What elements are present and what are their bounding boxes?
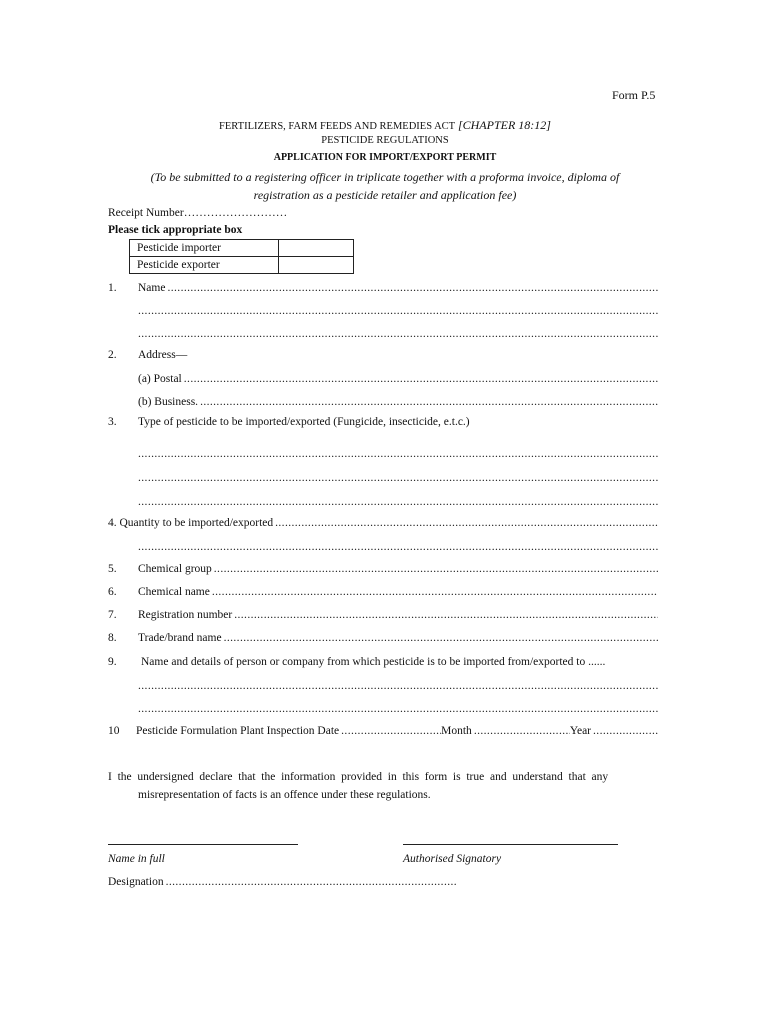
authorised-signatory-label: Authorised Signatory	[403, 853, 502, 865]
dotted-line	[166, 876, 456, 892]
tick-row-importer	[130, 240, 354, 257]
tick-row-exporter	[130, 257, 354, 274]
act-heading	[0, 118, 770, 133]
form-id: Form P.5	[612, 88, 656, 102]
field-inspection-date[interactable]	[108, 725, 658, 741]
field-label: Name and details of person or company from which pesticide is to be imported from/exported to ......	[141, 656, 606, 668]
tick-table	[129, 239, 354, 274]
field-chemical-name[interactable]	[108, 586, 658, 602]
field-number: 8.	[108, 632, 117, 644]
tick-label-exporter: Pesticide exporter	[130, 257, 279, 274]
designation-label: Designation	[108, 876, 164, 888]
type-line-1[interactable]	[138, 448, 658, 460]
field-designation[interactable]	[108, 876, 456, 892]
field-address	[108, 349, 658, 365]
dotted-line	[214, 563, 658, 579]
name-in-full-label: Name in full	[108, 853, 165, 865]
receipt-filler: ………………………	[183, 207, 288, 219]
field-label: Address—	[138, 349, 188, 361]
act-chapter: [CHAPTER 18:12]	[457, 118, 551, 132]
person-line-3[interactable]	[138, 703, 658, 715]
field-quantity[interactable]	[108, 517, 658, 533]
field-label: Type of pesticide to be imported/exported (Fungicide, insecticide, e.t.c.)	[138, 416, 470, 428]
inspection-year-label: Year	[569, 725, 592, 737]
instruction-line-1: (To be submitted to a registering officer in triplicate together with a proforma invoice, diploma of	[150, 170, 620, 184]
inspection-date-dots[interactable]	[341, 725, 441, 741]
inspection-year-dots[interactable]	[593, 725, 658, 741]
dotted-line	[200, 396, 658, 412]
act-name: FERTILIZERS, FARM FEEDS AND REMEDIES ACT	[219, 121, 456, 132]
name-signature-line[interactable]	[108, 844, 298, 845]
field-number: 3.	[108, 416, 117, 428]
field-person-company[interactable]	[108, 656, 658, 672]
instruction-line-2: registration as a pesticide retailer and application fee)	[253, 188, 517, 202]
inspection-label: Pesticide Formulation Plant Inspection Date	[136, 725, 340, 737]
field-type	[108, 416, 658, 432]
field-number: 6.	[108, 586, 117, 598]
field-number: 1.	[108, 282, 117, 294]
field-label: Chemical group	[138, 563, 212, 575]
field-label: Chemical name	[138, 586, 210, 598]
declaration-line-1: I the undersigned declare that the information provided in this form is true and understand that any	[108, 771, 609, 783]
field-label: (a) Postal	[138, 373, 182, 385]
regulations-heading: PESTICIDE REGULATIONS	[321, 135, 449, 146]
field-number: 7.	[108, 609, 117, 621]
field-label: Trade/brand name	[138, 632, 222, 644]
person-line-2[interactable]	[138, 680, 658, 692]
quantity-line-2[interactable]	[138, 541, 658, 553]
form-title: APPLICATION FOR IMPORT/EXPORT PERMIT	[273, 152, 497, 163]
name-line-3[interactable]	[138, 328, 658, 340]
field-label: 4. Quantity to be imported/exported	[108, 517, 274, 529]
dotted-line	[212, 586, 658, 602]
type-line-2[interactable]	[138, 472, 658, 484]
field-label: Registration number	[138, 609, 233, 621]
inspection-month-label: Month	[441, 725, 472, 737]
tick-box-exporter[interactable]	[279, 257, 354, 274]
dotted-line	[275, 517, 658, 533]
field-label: (b) Business.	[138, 396, 199, 408]
declaration-line-2: misrepresentation of facts is an offence under these regulations.	[138, 789, 431, 801]
receipt-number[interactable]	[108, 207, 287, 219]
dotted-line	[167, 282, 658, 298]
authorised-signature-line[interactable]	[403, 844, 618, 845]
dotted-line	[184, 373, 658, 389]
field-number: 10	[108, 725, 120, 737]
field-number: 2.	[108, 349, 117, 361]
tick-heading: Please tick appropriate box	[108, 224, 243, 236]
tick-box-importer[interactable]	[279, 240, 354, 257]
field-number: 5.	[108, 563, 117, 575]
receipt-label: Receipt Number	[108, 207, 184, 219]
field-registration-number[interactable]	[108, 609, 658, 625]
field-business[interactable]	[138, 396, 658, 412]
field-trade-name[interactable]	[108, 632, 658, 648]
dotted-line	[234, 609, 658, 625]
field-number: 9.	[108, 656, 117, 668]
tick-label-importer: Pesticide importer	[130, 240, 279, 257]
type-line-3[interactable]	[138, 496, 658, 508]
inspection-month-dots[interactable]	[474, 725, 570, 741]
name-line-2[interactable]	[138, 305, 658, 317]
field-label: Name	[138, 282, 166, 294]
dotted-line	[224, 632, 658, 648]
field-name[interactable]	[108, 282, 658, 298]
field-chemical-group[interactable]	[108, 563, 658, 579]
field-postal[interactable]	[138, 373, 658, 389]
